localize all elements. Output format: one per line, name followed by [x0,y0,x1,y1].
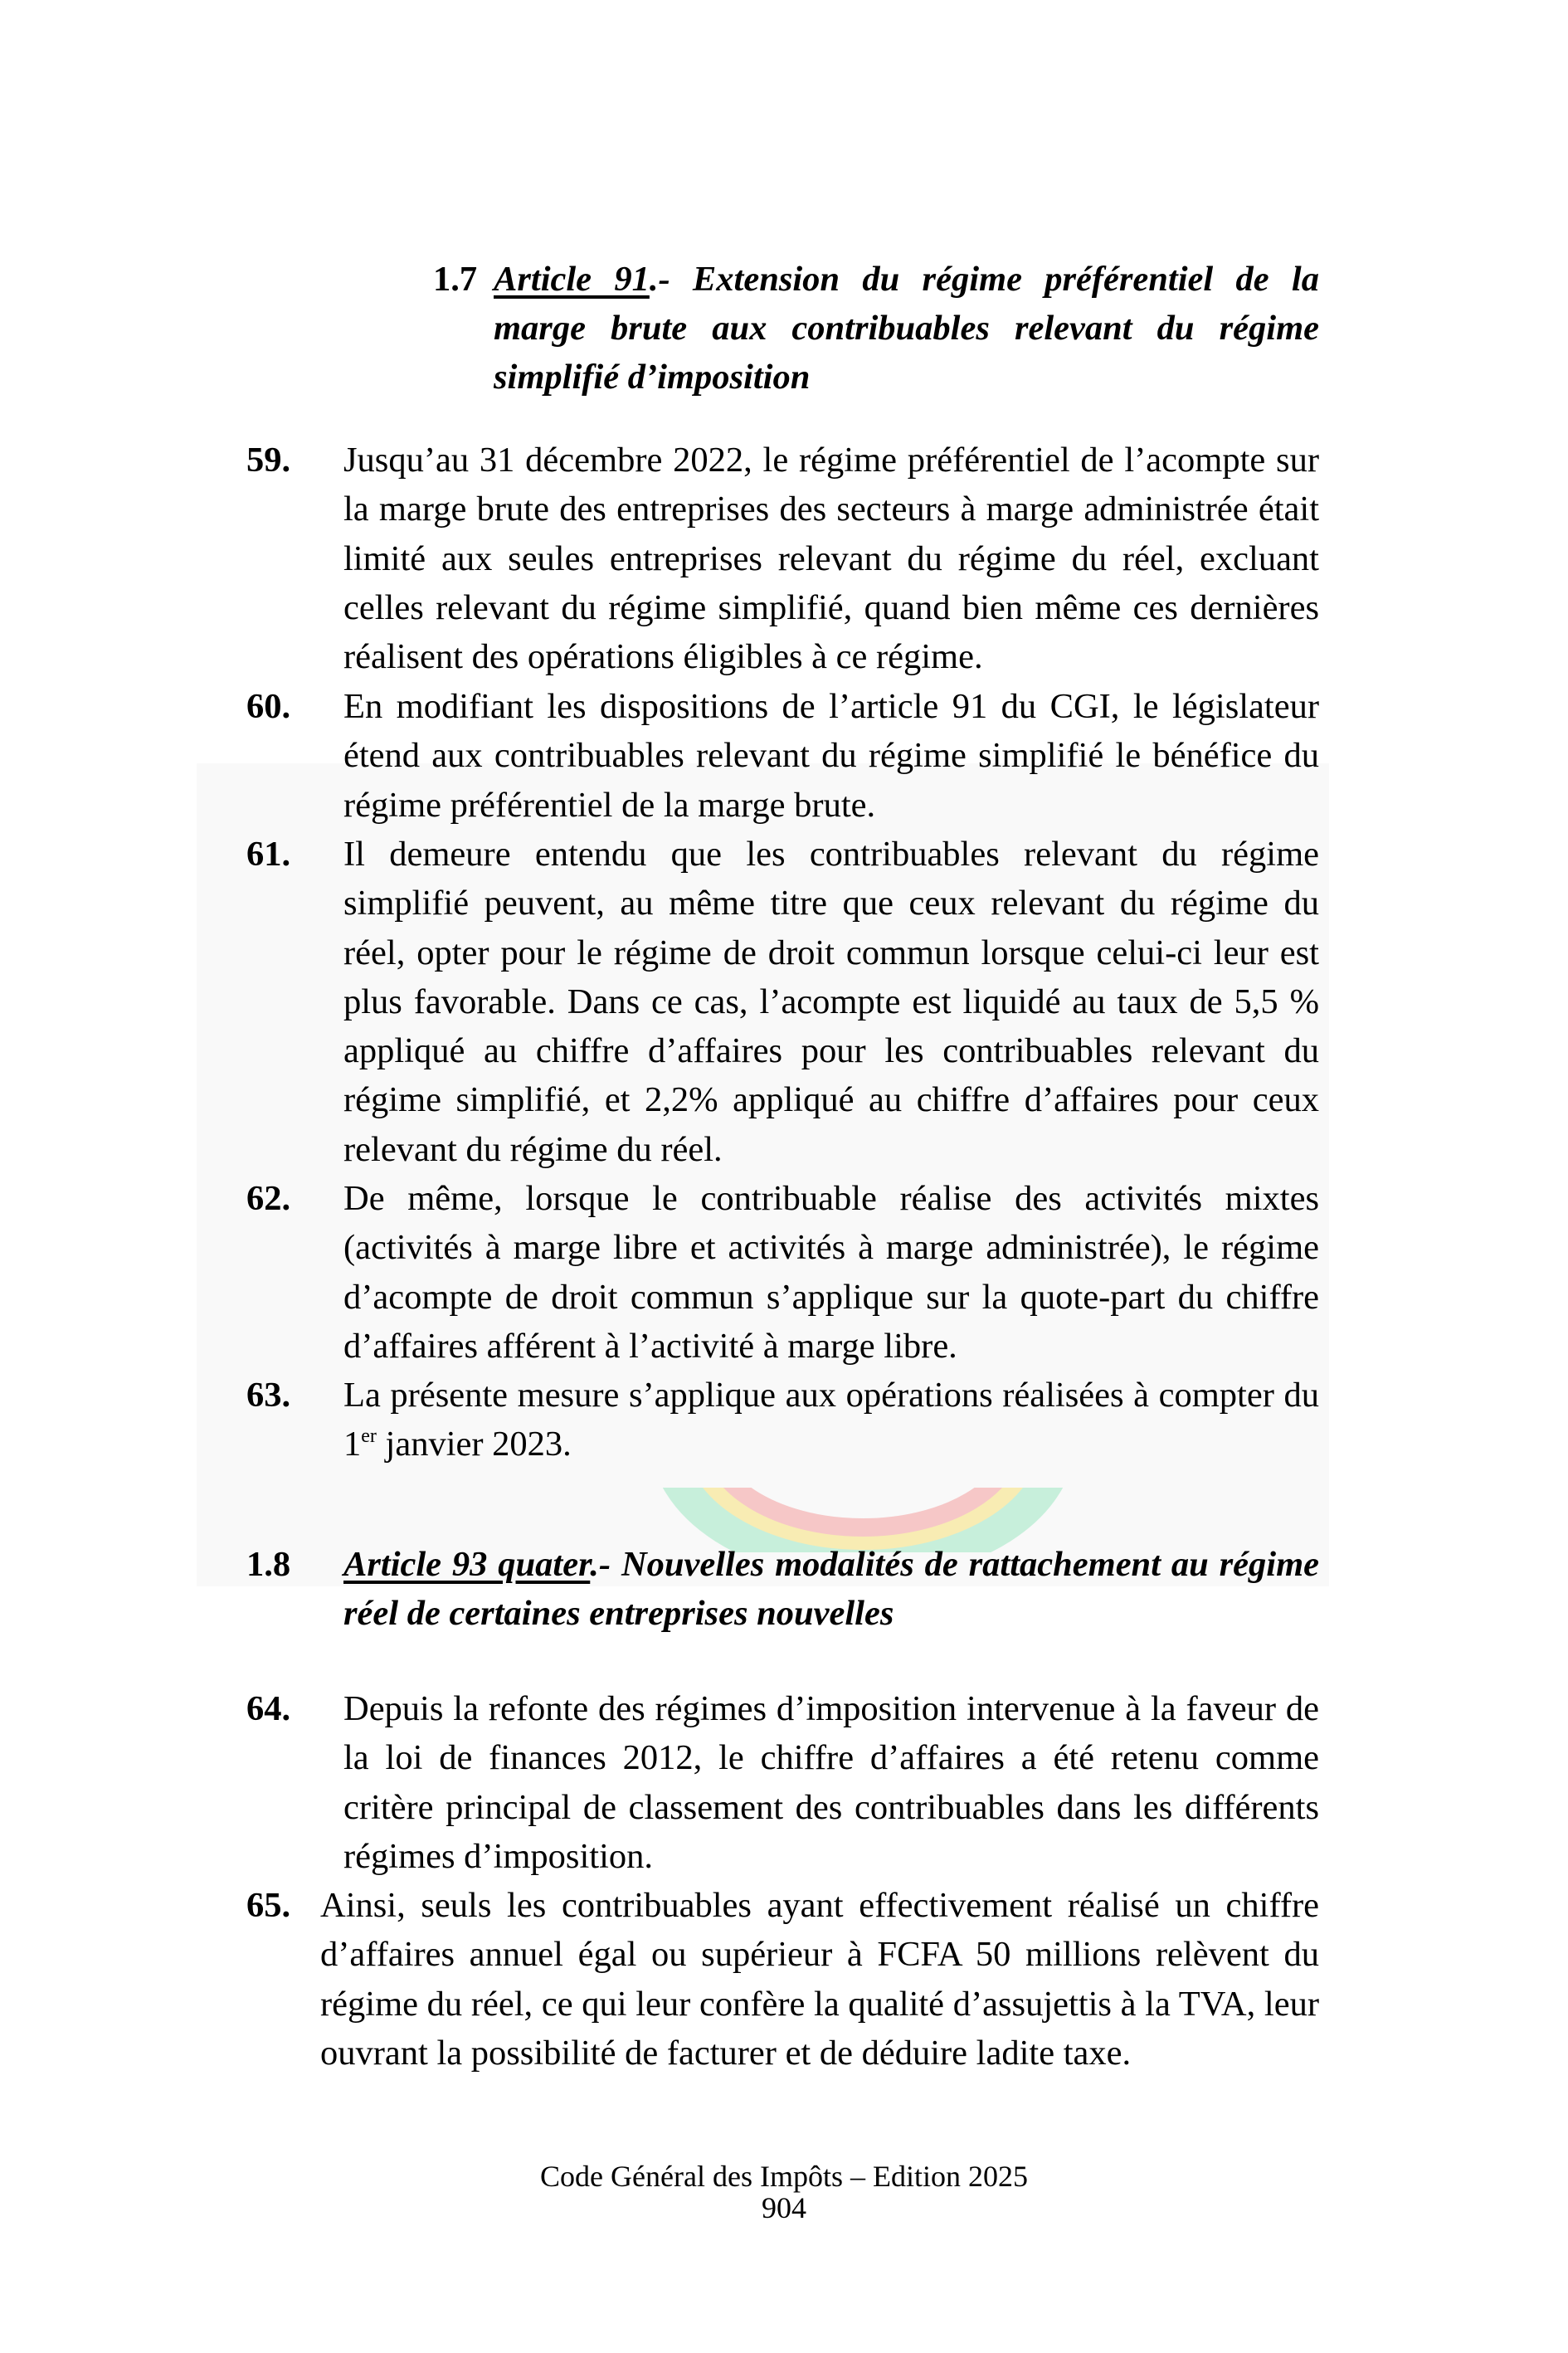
paragraph-number: 61. [246,835,291,874]
paragraph-number: 64. [246,1689,291,1728]
paragraph-text: Il demeure entendu que les contribuables relevant du régime simplifié peuvent, au même titre que ceux relevant du régime du réel, opter pour le régime de droit commun lorsque celui-ci leur est plus favorable. Dans ce cas, l’acompte est liquidé au taux de 5,5 % appliqué au chiffre d’affaires pour les contribuables relevant du régime simplifié, et 2,2% appliqué au chiffre d’affaires pour ceux relevant du régime du réel. [343,835,1319,1169]
paragraph-65 [246,1881,1319,2078]
section-title: Extension du régime préférentiel de la marge brute aux contribuables relevant du régime simplifié d’imposition [494,260,1319,397]
paragraph-number: 62. [246,1179,291,1218]
page-footer-title: Code Général des Impôts – Edition 2025 [540,2160,1028,2193]
paragraph-62 [246,1174,1319,1371]
paragraph-number: 63. [246,1376,291,1415]
paragraph-text: En modifiant les dispositions de l’article 91 du CGI, le législateur étend aux contribuables relevant du régime simplifié le bénéfice du régime préférentiel de la marge brute. [343,687,1319,825]
paragraph-number: 60. [246,687,291,726]
section-heading-1-8 [246,1540,1319,1638]
paragraph-text: Ainsi, seuls les contribuables ayant effectivement réalisé un chiffre d’affaires annuel égal ou supérieur à FCFA 50 millions relèvent du régime du réel, ce qui leur confère la qualité d’assujettis à la TVA, leur ouvrant la possibilité de facturer et de déduire ladite taxe. [320,1886,1319,2073]
paragraph-63 [246,1371,1319,1469]
article-reference: Article 91 [494,260,650,299]
page-number: 904 [762,2191,806,2224]
article-reference: Article 93 quater [343,1545,591,1584]
paragraph-64 [246,1684,1319,1881]
ordinal-superscript: er [361,1425,377,1448]
paragraph-text: De même, lorsque le contribuable réalise des activités mixtes (activités à marge libre et activités à marge administrée), le régime d’acompte de droit commun s’applique sur la quote-part du chiffre d’affaires afférent à l’activité à marge libre. [343,1179,1319,1366]
section-number: 1.7 [433,260,478,299]
paragraph-60 [246,682,1319,830]
section-heading-1-7 [433,255,1319,402]
section-number: 1.8 [246,1545,291,1584]
paragraph-text: Jusqu’au 31 décembre 2022, le régime préférentiel de l’acompte sur la marge brute des entreprises des secteurs à marge administrée était limité aux seules entreprises relevant du régime du réel, excluant celles relevant du régime simplifié, quand bien même ces dernières réalisent des opérations éligibles à ce régime. [343,441,1319,677]
paragraph-text: Depuis la refonte des régimes d’imposition intervenue à la faveur de la loi de finances 2012, le chiffre d’affaires a été retenu comme critère principal de classement des contribuables dans les différents régimes d’imposition. [343,1689,1319,1876]
article-separator: .- [649,260,693,299]
paragraph-text: La présente mesure s’applique aux opérations réalisées à compter du 1 [343,1376,1319,1464]
article-separator: .- [590,1545,621,1584]
paragraph-61 [246,830,1319,1174]
paragraph-number: 65. [246,1886,291,1925]
section-title: Nouvelles modalités de rattachement au régime réel de certaines entreprises nouvelles [343,1545,1319,1633]
paragraph-text-end: janvier 2023. [376,1425,572,1464]
paragraph-number: 59. [246,441,291,480]
paragraph-59 [246,436,1319,681]
